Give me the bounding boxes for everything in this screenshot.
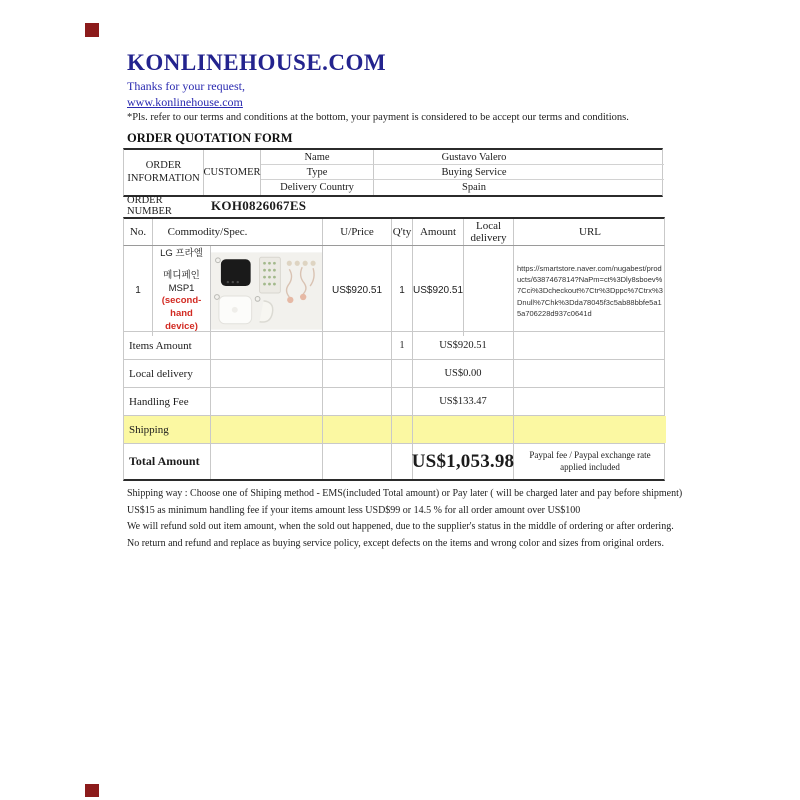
total-amount-row	[123, 444, 665, 481]
item-condition-note: (second-hand device)	[161, 295, 202, 333]
footer-note-refund-policy: We will refund sold out item amount, when the sold out happened, due to the supplier's status in the middle of ordering or after ordering.	[127, 521, 674, 532]
item-commodity-spec	[153, 246, 211, 336]
items-table-header	[123, 217, 665, 246]
item-name-line2: 메디페인 MSP1	[163, 269, 200, 294]
product-photo	[211, 252, 322, 330]
terms-note: *Pls. refer to our terms and conditions at the bottom, your payment is considered to be accept our terms and conditions.	[127, 112, 629, 123]
order-number-label: ORDER NUMBER	[127, 195, 172, 217]
greeting-text: Thanks for your request,	[127, 79, 245, 93]
paypal-note: Paypal fee / Paypal exchange rate applied included	[529, 449, 651, 472]
order-number-row	[123, 195, 663, 219]
site-title: KONLINEHOUSE.COM	[127, 50, 387, 75]
item-name-line1: LG 프라엘	[160, 248, 203, 259]
item-amount: US$920.51	[413, 246, 464, 336]
item-unit-price: US$920.51	[323, 246, 392, 336]
footer-note-shipping-way: Shipping way : Choose one of Shiping method - EMS(included Total amount) or Pay later ( will be charged later and pay before shipment)	[127, 488, 683, 499]
item-url: https://smartstore.naver.com/nugabest/products/6387467814?NaPm=ct%3Dly8sboev%7Cci%3Dcheckout%7Ctr%3Dppc%7Ctrx%3Dnull%7Chk%3Dda78045f3c5ab88bbfe5a15a706228d937c0641d	[517, 263, 663, 318]
item-row	[123, 246, 665, 332]
summary-qty: 1	[392, 332, 413, 359]
corner-mark-bottom	[85, 784, 99, 797]
summary-amount: US$133.47	[413, 388, 514, 415]
customer-country-value: Spain	[462, 182, 486, 193]
item-url-cell	[514, 246, 666, 336]
footer-note-handling-fee: US$15 as minimum handling fee if your items amount less USD$99 or 14.5 % for all order amount over US$100	[127, 504, 581, 516]
order-number-value: KOH0826067ES	[211, 198, 307, 213]
summary-amount: US$920.51	[413, 332, 514, 359]
col-header-uprice: U/Price	[323, 219, 392, 245]
site-link[interactable]: www.konlinehouse.com	[127, 95, 243, 109]
order-information-label: ORDER INFORMATION	[124, 150, 204, 195]
summary-row-items-amount	[123, 332, 665, 360]
corner-mark-top	[85, 23, 99, 37]
summary-row-shipping	[123, 416, 665, 444]
customer-field-label: Name	[261, 150, 374, 165]
summary-label: Local delivery	[124, 360, 211, 387]
form-title: ORDER QUOTATION FORM	[127, 131, 293, 145]
total-label: Total Amount	[124, 444, 211, 479]
customer-name-value: Gustavo Valero	[374, 150, 664, 165]
item-qty: 1	[392, 246, 413, 336]
summary-amount	[413, 416, 514, 443]
customer-field-label: Delivery Country	[261, 180, 374, 195]
col-header-qty: Q'ty	[392, 219, 413, 245]
footer-note-return-policy: No return and refund and replace as buying service policy, except defects on the items and wrong color and sizes from original orders.	[127, 537, 664, 549]
summary-label: Shipping	[124, 416, 211, 443]
item-no: 1	[124, 246, 153, 336]
summary-row-local-delivery	[123, 360, 665, 388]
order-information-table	[123, 148, 663, 197]
item-local-delivery	[464, 246, 514, 336]
product-image-cell	[211, 246, 323, 336]
customer-label: CUSTOMER	[204, 150, 261, 195]
customer-field-label: Type	[261, 165, 374, 180]
col-header-commodity: Commodity/Spec.	[153, 219, 323, 245]
col-header-local-delivery: Local delivery	[464, 219, 514, 245]
summary-amount: US$0.00	[413, 360, 514, 387]
summary-label: Items Amount	[124, 332, 211, 359]
customer-type-value: Buying Service	[374, 165, 664, 180]
summary-qty	[392, 388, 413, 415]
col-header-url: URL	[579, 225, 601, 238]
summary-label: Handling Fee	[124, 388, 211, 415]
summary-qty	[392, 360, 413, 387]
summary-row-handling-fee	[123, 388, 665, 416]
total-amount-value: US$1,053.98	[413, 444, 514, 479]
items-table	[123, 217, 665, 481]
summary-qty	[392, 416, 413, 443]
footer-notes	[127, 489, 687, 555]
col-header-amount: Amount	[413, 219, 464, 245]
col-header-no: No.	[124, 219, 153, 245]
black-device-shape	[221, 259, 251, 286]
